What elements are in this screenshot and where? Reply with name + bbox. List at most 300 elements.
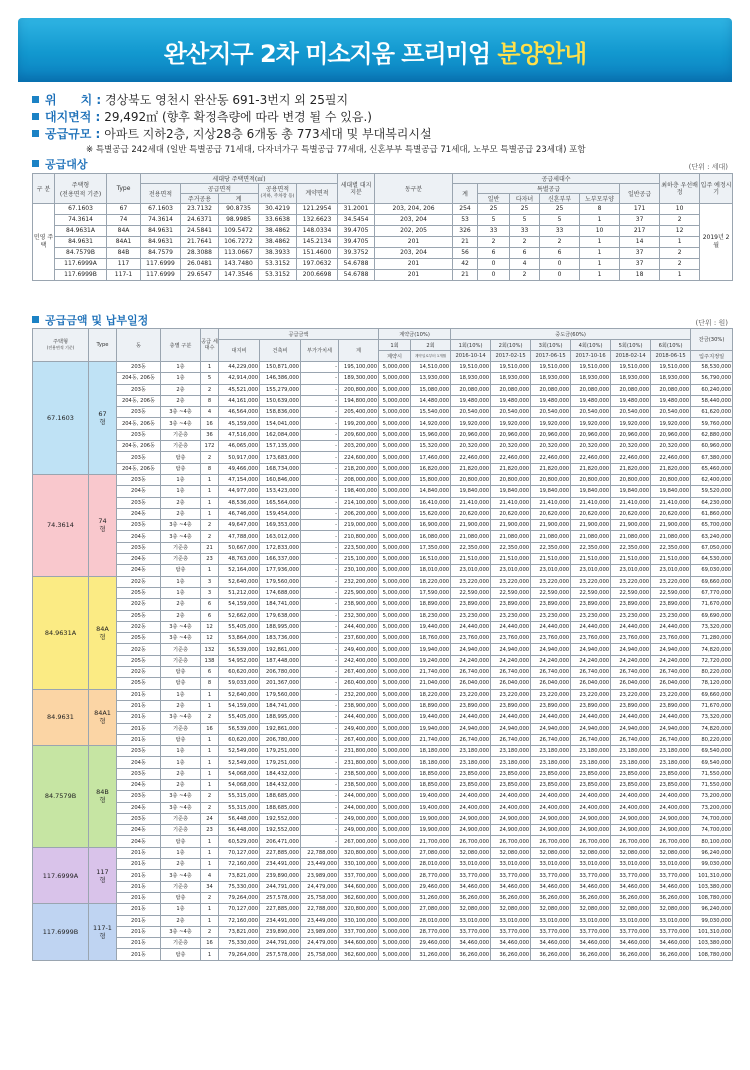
- col-header: 2017-02-15: [491, 351, 531, 362]
- table-cell: 52,549,000: [219, 757, 260, 768]
- table-cell: 3층 ~4층: [161, 520, 201, 531]
- table-cell: 195,100,000: [339, 362, 379, 373]
- table-cell: 24,440,000: [531, 712, 571, 723]
- table-cell: 22,460,000: [611, 452, 651, 463]
- table-cell: 1층: [161, 689, 201, 700]
- table-cell: 257,578,000: [260, 892, 301, 903]
- table-cell: 23,010,000: [451, 565, 491, 576]
- table-cell: 47,788,000: [219, 531, 260, 542]
- table-cell: 19,940,000: [411, 644, 451, 655]
- table-cell: 106.7272: [219, 237, 259, 248]
- table-cell: 탑층: [161, 949, 201, 960]
- table-cell: 132.6623: [297, 215, 338, 226]
- table-row: [33, 734, 733, 745]
- table-cell: 24,440,000: [491, 621, 531, 632]
- table-cell: 90.8735: [219, 204, 259, 215]
- table-row: [33, 395, 733, 406]
- table-cell: 204동: [117, 508, 161, 519]
- table-cell: 23,180,000: [451, 757, 491, 768]
- table-cell: 5: [478, 215, 510, 226]
- table-cell: 192,552,000: [260, 825, 301, 836]
- table-cell: 80,220,000: [691, 667, 733, 678]
- table-cell: 5,000,000: [379, 746, 411, 757]
- table-cell: 18,890,000: [411, 700, 451, 711]
- table-cell: 257,578,000: [260, 949, 301, 960]
- table-cell: 206,471,000: [260, 836, 301, 847]
- table-cell: 19,510,000: [491, 362, 531, 373]
- table-cell: 201동: [117, 892, 161, 903]
- table-cell: 62,400,000: [691, 474, 733, 485]
- table-cell: 36,260,000: [571, 892, 611, 903]
- table-cell: -: [301, 779, 339, 790]
- table-cell: 6: [201, 610, 219, 621]
- table-cell: 23,220,000: [491, 576, 531, 587]
- table-cell: 206,780,000: [260, 667, 301, 678]
- type-suffix: 형: [99, 796, 106, 805]
- table-cell: 160,846,000: [260, 474, 301, 485]
- table-cell: 22,788,000: [301, 847, 339, 858]
- table-cell: 24,400,000: [571, 802, 611, 813]
- table-cell: 31,260,000: [411, 892, 451, 903]
- table-cell: 23,890,000: [611, 700, 651, 711]
- table-cell: 23,850,000: [611, 779, 651, 790]
- table-cell: 5,000,000: [379, 892, 411, 903]
- table-cell: 23,850,000: [571, 768, 611, 779]
- table-cell: 24,400,000: [531, 791, 571, 802]
- info-value: 29,492㎡ (향후 확정측량에 따라 변경 될 수 있음.): [104, 110, 372, 124]
- table-cell: 101,310,000: [691, 870, 733, 881]
- bullet-square-icon: [32, 113, 39, 120]
- supply-table: [32, 173, 733, 281]
- table-cell: 5: [540, 215, 580, 226]
- table-cell: 34,460,000: [571, 881, 611, 892]
- table-cell: 23,890,000: [451, 700, 491, 711]
- table-cell: 29.6547: [181, 270, 219, 281]
- table-cell: 24,440,000: [651, 712, 691, 723]
- table-cell: 23,220,000: [651, 576, 691, 587]
- table-cell: -: [301, 395, 339, 406]
- table-cell: 173,683,000: [260, 452, 301, 463]
- table-cell: 20,320,000: [451, 441, 491, 452]
- col-header: 입주 예정시기: [700, 174, 733, 204]
- table-cell: 25: [510, 204, 540, 215]
- table-cell: 2: [510, 270, 540, 281]
- table-cell: 117.6999B: [55, 270, 107, 281]
- table-cell: 1: [580, 259, 620, 270]
- table-cell: 42: [453, 259, 478, 270]
- table-cell: -: [301, 486, 339, 497]
- table-cell: 기준층: [161, 825, 201, 836]
- project-info: [32, 92, 732, 157]
- table-cell: 204동: [117, 757, 161, 768]
- table-cell: 5,000,000: [379, 768, 411, 779]
- table-cell: 32,080,000: [451, 847, 491, 858]
- table-cell: 69,660,000: [691, 576, 733, 587]
- table-cell: 23,850,000: [651, 768, 691, 779]
- table-cell: 23,180,000: [611, 746, 651, 757]
- table-cell: 231,800,000: [339, 757, 379, 768]
- table-row: [33, 938, 733, 949]
- table-cell: 18,930,000: [611, 373, 651, 384]
- table-cell: -: [301, 587, 339, 598]
- table-cell: 73,821,000: [219, 926, 260, 937]
- table-cell: 32,080,000: [451, 904, 491, 915]
- table-cell: 199,200,000: [339, 418, 379, 429]
- table-cell: 29,460,000: [411, 881, 451, 892]
- table-cell: 2층: [161, 395, 201, 406]
- table-cell: -: [301, 429, 339, 440]
- table-cell: 3층 ~4층: [161, 926, 201, 937]
- table-cell: 기준층: [161, 441, 201, 452]
- table-cell: 59,033,000: [219, 678, 260, 689]
- table-cell: 151.4600: [297, 248, 338, 259]
- table-cell: 5,000,000: [379, 452, 411, 463]
- table-cell: 337,700,000: [339, 870, 379, 881]
- table-cell: 28.3088: [181, 248, 219, 259]
- table-cell: 21,900,000: [651, 520, 691, 531]
- table-cell: 1: [580, 215, 620, 226]
- table-cell: 27,080,000: [411, 847, 451, 858]
- table-row: [33, 949, 733, 960]
- table-cell: -: [301, 825, 339, 836]
- table-cell: 2층: [161, 768, 201, 779]
- info-value: 경상북도 영천시 완산동 691-3번지 외 25필지: [105, 93, 349, 107]
- table-cell: 5,000,000: [379, 497, 411, 508]
- table-cell: 26.0481: [181, 259, 219, 270]
- table-cell: 32,080,000: [651, 847, 691, 858]
- col-header: 신혼부부: [540, 194, 580, 204]
- table-cell: 20,540,000: [491, 407, 531, 418]
- table-cell: 24,400,000: [491, 802, 531, 813]
- table-cell: 8: [201, 395, 219, 406]
- col-header: 구 분: [33, 174, 55, 204]
- table-cell: 24,900,000: [531, 825, 571, 836]
- table-cell: 17,460,000: [411, 452, 451, 463]
- table-cell: 84.9631A: [55, 226, 107, 237]
- table-cell: 19,920,000: [651, 418, 691, 429]
- table-cell: -: [301, 373, 339, 384]
- table-cell: 18,180,000: [411, 746, 451, 757]
- table-cell: 23,989,000: [301, 870, 339, 881]
- table-cell: 3층 ~4층: [161, 407, 201, 418]
- table-cell: 24,400,000: [651, 791, 691, 802]
- table-cell: 184,432,000: [260, 779, 301, 790]
- table-cell: 23,010,000: [571, 565, 611, 576]
- table-cell: 249,400,000: [339, 723, 379, 734]
- table-cell: 2층: [161, 497, 201, 508]
- title-banner: [18, 18, 732, 82]
- table-cell: 19,400,000: [411, 802, 451, 813]
- table-cell: 5,000,000: [379, 429, 411, 440]
- supply-unit: (단위 : 세대): [688, 163, 728, 171]
- table-cell: 23,850,000: [451, 779, 491, 790]
- table-row: [33, 870, 733, 881]
- table-cell: 2: [510, 237, 540, 248]
- table-cell: 202, 205: [375, 226, 453, 237]
- table-cell: 19,480,000: [451, 395, 491, 406]
- table-row: [33, 508, 733, 519]
- table-cell: 48,536,000: [219, 497, 260, 508]
- table-cell: 192,861,000: [260, 644, 301, 655]
- table-cell: -: [301, 531, 339, 542]
- table-cell: 24,400,000: [451, 791, 491, 802]
- table-cell: 23,890,000: [531, 599, 571, 610]
- table-cell: -: [301, 565, 339, 576]
- table-cell: -: [301, 599, 339, 610]
- table-cell: 219,000,000: [339, 520, 379, 531]
- table-cell: 25: [540, 204, 580, 215]
- table-cell: -: [301, 407, 339, 418]
- table-cell: 78,120,000: [691, 678, 733, 689]
- table-cell: 203,200,000: [339, 441, 379, 452]
- table-cell: 33,010,000: [451, 859, 491, 870]
- table-cell: 70,127,000: [219, 847, 260, 858]
- table-cell: 172,833,000: [260, 542, 301, 553]
- table-cell: 20,800,000: [651, 474, 691, 485]
- table-cell: 26,700,000: [571, 836, 611, 847]
- table-cell: 201동: [117, 734, 161, 745]
- table-cell: 51,212,000: [219, 587, 260, 598]
- table-cell: 기준층: [161, 542, 201, 553]
- table-cell: 21,410,000: [451, 497, 491, 508]
- table-cell: 187,448,000: [260, 655, 301, 666]
- table-cell: 204동: [117, 825, 161, 836]
- type-area-cell: 84.7579B: [33, 746, 89, 848]
- table-cell: 5,000,000: [379, 463, 411, 474]
- col-header: 계약금(10%): [379, 329, 451, 340]
- table-cell: 34,460,000: [531, 938, 571, 949]
- col-header: 세대별 대지지분: [338, 174, 375, 204]
- table-cell: 232,300,000: [339, 610, 379, 621]
- table-cell: 탑층: [161, 463, 201, 474]
- table-cell: 158,836,000: [260, 407, 301, 418]
- table-cell: 79,264,000: [219, 949, 260, 960]
- table-cell: 19,440,000: [411, 621, 451, 632]
- col-header: 2회: [411, 340, 451, 351]
- table-row: [33, 542, 733, 553]
- table-cell: 204동: [117, 531, 161, 542]
- table-cell: 32,080,000: [571, 904, 611, 915]
- table-cell: 72,720,000: [691, 655, 733, 666]
- type-code: 74: [98, 517, 107, 526]
- table-cell: 24,440,000: [451, 712, 491, 723]
- table-cell: 24,940,000: [651, 644, 691, 655]
- col-header: 공급면적: [181, 184, 259, 194]
- table-cell: 153,423,000: [260, 486, 301, 497]
- col-header: 2017-10-16: [571, 351, 611, 362]
- table-cell: 2: [478, 237, 510, 248]
- table-cell: 22,590,000: [491, 587, 531, 598]
- table-cell: 80,220,000: [691, 734, 733, 745]
- table-cell: 32,080,000: [611, 847, 651, 858]
- table-cell: 244,000,000: [339, 791, 379, 802]
- table-cell: 26,740,000: [571, 734, 611, 745]
- table-cell: 33,770,000: [651, 926, 691, 937]
- table-cell: 23,890,000: [611, 599, 651, 610]
- table-cell: 254: [453, 204, 478, 215]
- table-cell: 32,080,000: [531, 904, 571, 915]
- table-cell: 203동: [117, 768, 161, 779]
- table-cell: 188,995,000: [260, 621, 301, 632]
- table-cell: 24,440,000: [571, 621, 611, 632]
- table-row: [33, 746, 733, 757]
- table-cell: 23,230,000: [451, 610, 491, 621]
- table-cell: 34,460,000: [491, 938, 531, 949]
- table-cell: 249,400,000: [339, 644, 379, 655]
- table-cell: 214,100,000: [339, 497, 379, 508]
- table-cell: 36,260,000: [531, 892, 571, 903]
- col-header: 중도금(60%): [451, 329, 691, 340]
- table-cell: 84.9631: [141, 237, 181, 248]
- table-cell: 10: [660, 204, 700, 215]
- table-cell: 330,100,000: [339, 915, 379, 926]
- table-cell: 146,386,000: [260, 373, 301, 384]
- table-cell: 18,850,000: [411, 779, 451, 790]
- table-cell: 탑층: [161, 734, 201, 745]
- table-cell: 53.3152: [259, 270, 297, 281]
- table-cell: 24,900,000: [651, 813, 691, 824]
- table-cell: 21.7641: [181, 237, 219, 248]
- table-cell: 19,510,000: [531, 362, 571, 373]
- table-cell: 24,900,000: [571, 825, 611, 836]
- type-code-cell: [89, 689, 117, 745]
- table-row: [33, 847, 733, 858]
- table-cell: 244,400,000: [339, 712, 379, 723]
- table-cell: 1: [201, 768, 219, 779]
- table-cell: 21: [201, 542, 219, 553]
- table-cell: 3층 ~4층: [161, 791, 201, 802]
- table-cell: 21: [453, 270, 478, 281]
- col-header-text: 공용면적: [265, 186, 290, 193]
- table-cell: 0: [478, 270, 510, 281]
- table-cell: 23,850,000: [451, 768, 491, 779]
- table-cell: 67: [107, 204, 141, 215]
- table-cell: 204동: [117, 836, 161, 847]
- type-code: 84A1: [94, 709, 111, 718]
- type-area-cell: 117.6999B: [33, 904, 89, 960]
- table-cell: 1: [201, 746, 219, 757]
- table-row: [33, 915, 733, 926]
- table-cell: 204동: [117, 802, 161, 813]
- table-cell: 84A: [107, 226, 141, 237]
- table-row: [33, 362, 733, 373]
- movein-date: 2019년 2월: [700, 204, 733, 281]
- table-cell: 22,460,000: [531, 452, 571, 463]
- table-cell: 18,760,000: [411, 633, 451, 644]
- table-cell: 28,010,000: [411, 915, 451, 926]
- table-cell: 24,900,000: [491, 825, 531, 836]
- table-cell: -: [301, 802, 339, 813]
- table-cell: 19,400,000: [411, 791, 451, 802]
- table-cell: 6: [201, 599, 219, 610]
- table-cell: 19,480,000: [611, 395, 651, 406]
- table-cell: 24,479,000: [301, 938, 339, 949]
- table-cell: 36,260,000: [491, 892, 531, 903]
- table-cell: 203동: [117, 520, 161, 531]
- table-cell: 74,820,000: [691, 723, 733, 734]
- table-cell: 22,350,000: [451, 542, 491, 553]
- table-cell: 기준층: [161, 429, 201, 440]
- table-cell: 0: [540, 270, 580, 281]
- table-cell: 8: [580, 204, 620, 215]
- table-cell: 132: [201, 644, 219, 655]
- table-cell: 52,640,000: [219, 576, 260, 587]
- table-cell: 184,741,000: [260, 599, 301, 610]
- table-cell: 16,820,000: [411, 463, 451, 474]
- table-cell: 18,220,000: [411, 689, 451, 700]
- table-cell: -: [301, 723, 339, 734]
- table-cell: 21,900,000: [611, 520, 651, 531]
- table-cell: 5,000,000: [379, 678, 411, 689]
- table-cell: 2: [201, 531, 219, 542]
- table-row: [33, 441, 733, 452]
- table-cell: 24,940,000: [651, 723, 691, 734]
- col-header: 계: [219, 194, 259, 204]
- table-cell: 5,000,000: [379, 587, 411, 598]
- table-cell: 5,000,000: [379, 734, 411, 745]
- table-cell: 5,000,000: [379, 802, 411, 813]
- table-cell: 203동: [117, 362, 161, 373]
- table-cell: 201동: [117, 723, 161, 734]
- table-cell: 238,900,000: [339, 599, 379, 610]
- table-cell: 67,380,000: [691, 452, 733, 463]
- table-cell: 23,890,000: [451, 599, 491, 610]
- table-cell: 71,550,000: [691, 779, 733, 790]
- col-header: 계: [339, 340, 379, 362]
- table-cell: -: [301, 667, 339, 678]
- table-cell: 201동: [117, 926, 161, 937]
- type-code: 84A: [96, 624, 109, 633]
- table-cell: 344,600,000: [339, 938, 379, 949]
- table-cell: 362,600,000: [339, 892, 379, 903]
- table-cell: 기준층: [161, 881, 201, 892]
- table-cell: 16: [201, 938, 219, 949]
- table-cell: -: [301, 633, 339, 644]
- table-cell: 8: [201, 678, 219, 689]
- table-cell: 20,320,000: [611, 441, 651, 452]
- table-cell: 75,330,000: [219, 881, 260, 892]
- table-cell: 탑층: [161, 678, 201, 689]
- col-header: 3회(10%): [531, 340, 571, 351]
- table-cell: 21,740,000: [411, 667, 451, 678]
- table-cell: 23,890,000: [491, 599, 531, 610]
- type-code: 67: [98, 409, 107, 418]
- table-cell: 1: [660, 237, 700, 248]
- table-row: [33, 248, 733, 259]
- table-cell: 63,240,000: [691, 531, 733, 542]
- table-cell: 232,200,000: [339, 576, 379, 587]
- table-cell: 23,890,000: [651, 599, 691, 610]
- table-cell: 15,540,000: [411, 407, 451, 418]
- table-cell: 21,820,000: [571, 463, 611, 474]
- table-cell: 237,600,000: [339, 633, 379, 644]
- table-cell: 19,920,000: [491, 418, 531, 429]
- table-row: [33, 836, 733, 847]
- table-cell: 24,900,000: [531, 813, 571, 824]
- table-cell: 44,229,000: [219, 362, 260, 373]
- table-cell: 5,000,000: [379, 633, 411, 644]
- table-cell: 70,127,000: [219, 904, 260, 915]
- table-cell: 24,400,000: [571, 791, 611, 802]
- table-cell: 5: [201, 373, 219, 384]
- table-cell: 44,161,000: [219, 395, 260, 406]
- table-cell: 23,449,000: [301, 859, 339, 870]
- table-cell: 1층: [161, 587, 201, 598]
- table-cell: 23,230,000: [531, 610, 571, 621]
- table-cell: 32,080,000: [491, 847, 531, 858]
- table-cell: 162,084,000: [260, 429, 301, 440]
- table-cell: 201: [375, 270, 453, 281]
